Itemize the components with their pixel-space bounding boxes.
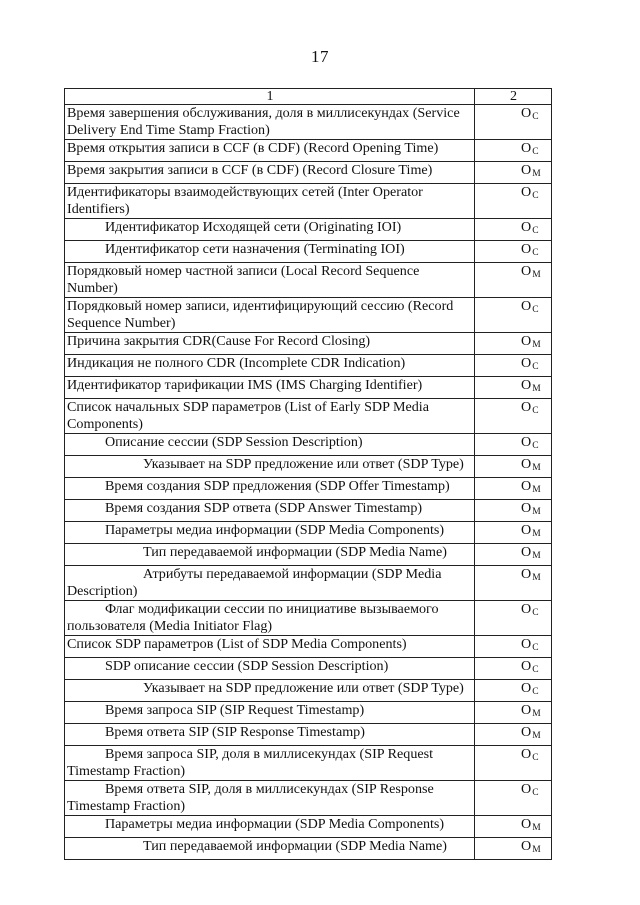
- presence-code-cell: [475, 500, 552, 522]
- presence-code-cell: [475, 162, 552, 184]
- table-row: [65, 105, 552, 140]
- presence-code-cell: [475, 544, 552, 566]
- presence-code-cell: [475, 298, 552, 333]
- presence-code: O: [521, 636, 532, 652]
- table-body: [65, 89, 552, 860]
- presence-code: O: [521, 816, 532, 832]
- parameter-name: Тип передаваемой информации (SDP Media Name): [143, 544, 447, 560]
- parameter-name: Время ответа SIP (SIP Response Timestamp): [105, 724, 365, 740]
- column-header-1: 1: [65, 89, 475, 105]
- parameter-name-cell: [65, 838, 475, 860]
- table-row: [65, 399, 552, 434]
- parameter-name-cell: [65, 816, 475, 838]
- table-row: [65, 601, 552, 636]
- parameter-name: Время закрытия записи в CCF (в CDF) (Record Closure Time): [67, 162, 433, 178]
- parameter-name: Параметры медиа информации (SDP Media Components): [105, 816, 445, 832]
- parameter-name-cell: [65, 105, 475, 140]
- presence-code-qualifier: C: [532, 147, 539, 157]
- parameter-name-cell: [65, 781, 475, 816]
- parameter-name: Параметры медиа информации (SDP Media Components): [105, 522, 445, 538]
- parameter-name: Указывает на SDP предложение или ответ (SDP Type): [143, 680, 464, 696]
- presence-code-qualifier: C: [532, 112, 539, 122]
- parameter-name: Указывает на SDP предложение или ответ (SDP Type): [143, 456, 464, 472]
- column-header-2: 2: [475, 89, 552, 105]
- parameter-name: Время завершения обслуживания, доля в миллисекундах (Service Delivery End Time Stamp Fraction): [67, 105, 460, 138]
- table-row: [65, 355, 552, 377]
- parameter-name: Время создания SDP предложения (SDP Offer Timestamp): [105, 478, 450, 494]
- table-row: [65, 456, 552, 478]
- presence-code-qualifier: M: [532, 573, 541, 583]
- presence-code: O: [521, 724, 532, 740]
- parameter-table: [64, 88, 552, 860]
- presence-code-cell: [475, 566, 552, 601]
- presence-code-qualifier: C: [532, 643, 539, 653]
- table-row: [65, 636, 552, 658]
- table-row: [65, 658, 552, 680]
- presence-code-cell: [475, 263, 552, 298]
- table-row: [65, 140, 552, 162]
- presence-code-qualifier: C: [532, 441, 539, 451]
- parameter-name-cell: [65, 219, 475, 241]
- presence-code: O: [521, 566, 532, 582]
- presence-code: O: [521, 219, 532, 235]
- table-row: [65, 219, 552, 241]
- presence-code-cell: [475, 140, 552, 162]
- presence-code-qualifier: C: [532, 305, 539, 315]
- parameter-name-cell: [65, 184, 475, 219]
- table-row: [65, 434, 552, 456]
- parameter-name-cell: [65, 456, 475, 478]
- table-row: [65, 838, 552, 860]
- presence-code-qualifier: M: [532, 709, 541, 719]
- table-row: [65, 241, 552, 263]
- table-row: [65, 184, 552, 219]
- parameter-name: Порядковый номер записи, идентифицирующий сессию (Record Sequence Number): [67, 298, 454, 331]
- presence-code-qualifier: M: [532, 551, 541, 561]
- table-row: [65, 522, 552, 544]
- presence-code: O: [521, 658, 532, 674]
- parameter-name: Флаг модификации сессии по инициативе вызываемого пользователя (Media Initiator Flag): [67, 601, 439, 634]
- parameter-name: Атрибуты передаваемой информации (SDP Media Description): [67, 566, 442, 599]
- presence-code-cell: [475, 702, 552, 724]
- parameter-name-cell: [65, 724, 475, 746]
- presence-code: O: [521, 601, 532, 617]
- presence-code-qualifier: C: [532, 608, 539, 618]
- presence-code: O: [521, 478, 532, 494]
- presence-code-cell: [475, 478, 552, 500]
- parameter-name: Идентификатор сети назначения (Terminating IOI): [105, 241, 405, 257]
- presence-code: O: [521, 162, 532, 178]
- presence-code-qualifier: C: [532, 191, 539, 201]
- presence-code-qualifier: M: [532, 340, 541, 350]
- table-row: [65, 544, 552, 566]
- table-row: [65, 162, 552, 184]
- presence-code: O: [521, 500, 532, 516]
- parameter-name: SDP описание сессии (SDP Session Description): [105, 658, 389, 674]
- presence-code: O: [521, 838, 532, 854]
- parameter-name: Список SDP параметров (List of SDP Media Components): [67, 636, 407, 652]
- table-row: [65, 500, 552, 522]
- presence-code-cell: [475, 816, 552, 838]
- presence-code-cell: [475, 658, 552, 680]
- parameter-name: Время запроса SIP (SIP Request Timestamp): [105, 702, 365, 718]
- parameter-name: Тип передаваемой информации (SDP Media Name): [143, 838, 447, 854]
- presence-code: O: [521, 746, 532, 762]
- parameter-name: Время запроса SIP, доля в миллисекундах (SIP Request Timestamp Fraction): [67, 746, 434, 779]
- parameter-name-cell: [65, 399, 475, 434]
- parameter-name-cell: [65, 162, 475, 184]
- parameter-name-cell: [65, 658, 475, 680]
- table-row: [65, 298, 552, 333]
- parameter-name-cell: [65, 333, 475, 355]
- presence-code-qualifier: C: [532, 362, 539, 372]
- presence-code: O: [521, 298, 532, 314]
- presence-code-qualifier: M: [532, 485, 541, 495]
- parameter-name-cell: [65, 355, 475, 377]
- table-header-row: [65, 89, 552, 105]
- parameter-name: Идентификатор тарификации IMS (IMS Charging Identifier): [67, 377, 423, 393]
- presence-code: O: [521, 434, 532, 450]
- parameter-name: Время создания SDP ответа (SDP Answer Timestamp): [105, 500, 423, 516]
- presence-code-qualifier: C: [532, 226, 539, 236]
- table-row: [65, 816, 552, 838]
- page-number: 17: [311, 47, 329, 66]
- parameter-name-cell: [65, 263, 475, 298]
- parameter-name-cell: [65, 680, 475, 702]
- presence-code-cell: [475, 219, 552, 241]
- presence-code: O: [521, 781, 532, 797]
- presence-code-cell: [475, 355, 552, 377]
- parameter-name-cell: [65, 544, 475, 566]
- presence-code-cell: [475, 241, 552, 263]
- parameter-name-cell: [65, 601, 475, 636]
- presence-code-cell: [475, 601, 552, 636]
- parameter-name: Описание сессии (SDP Session Description): [105, 434, 363, 450]
- parameter-name: Индикация не полного CDR (Incomplete CDR Indication): [67, 355, 406, 371]
- presence-code-cell: [475, 456, 552, 478]
- presence-code-qualifier: C: [532, 687, 539, 697]
- presence-code: O: [521, 522, 532, 538]
- presence-code-cell: [475, 377, 552, 399]
- table-row: [65, 724, 552, 746]
- presence-code-cell: [475, 724, 552, 746]
- parameter-name-cell: [65, 702, 475, 724]
- table-row: [65, 478, 552, 500]
- presence-code-qualifier: M: [532, 529, 541, 539]
- presence-code: O: [521, 333, 532, 349]
- presence-code-qualifier: C: [532, 753, 539, 763]
- presence-code-cell: [475, 399, 552, 434]
- parameter-name: Идентификатор Исходящей сети (Originating IOI): [105, 219, 402, 235]
- presence-code: O: [521, 702, 532, 718]
- presence-code: O: [521, 140, 532, 156]
- parameter-name: Список начальных SDP параметров (List of Early SDP Media Components): [67, 399, 429, 432]
- table-row: [65, 263, 552, 298]
- presence-code: O: [521, 184, 532, 200]
- parameter-name-cell: [65, 566, 475, 601]
- presence-code-cell: [475, 680, 552, 702]
- presence-code-qualifier: M: [532, 823, 541, 833]
- presence-code-cell: [475, 636, 552, 658]
- parameter-name: Причина закрытия CDR(Cause For Record Closing): [67, 333, 371, 349]
- presence-code-qualifier: M: [532, 507, 541, 517]
- parameter-name-cell: [65, 434, 475, 456]
- parameter-name-cell: [65, 522, 475, 544]
- parameter-name-cell: [65, 298, 475, 333]
- parameter-name-cell: [65, 746, 475, 781]
- presence-code-qualifier: C: [532, 248, 539, 258]
- parameter-name-cell: [65, 500, 475, 522]
- table-row: [65, 680, 552, 702]
- parameter-name-cell: [65, 377, 475, 399]
- presence-code-qualifier: M: [532, 463, 541, 473]
- presence-code-qualifier: C: [532, 406, 539, 416]
- table-row: [65, 702, 552, 724]
- parameter-name: Время ответа SIP, доля в миллисекундах (SIP Response Timestamp Fraction): [67, 781, 434, 814]
- parameter-name-cell: [65, 478, 475, 500]
- parameter-name-cell: [65, 636, 475, 658]
- table-row: [65, 377, 552, 399]
- presence-code-cell: [475, 838, 552, 860]
- presence-code-cell: [475, 781, 552, 816]
- table-row: [65, 333, 552, 355]
- presence-code: O: [521, 355, 532, 371]
- presence-code: O: [521, 544, 532, 560]
- parameter-name: Идентификаторы взаимодействующих сетей (Inter Operator Identifiers): [67, 184, 423, 217]
- table-row: [65, 746, 552, 781]
- presence-code-qualifier: C: [532, 788, 539, 798]
- parameter-name-cell: [65, 241, 475, 263]
- presence-code-cell: [475, 746, 552, 781]
- parameter-name: Время открытия записи в CCF (в CDF) (Record Opening Time): [67, 140, 439, 156]
- table-row: [65, 781, 552, 816]
- presence-code: O: [521, 399, 532, 415]
- presence-code-cell: [475, 105, 552, 140]
- presence-code-cell: [475, 184, 552, 219]
- presence-code-cell: [475, 434, 552, 456]
- parameter-name-cell: [65, 140, 475, 162]
- parameter-name: Порядковый номер частной записи (Local Record Sequence Number): [67, 263, 420, 296]
- presence-code: O: [521, 263, 532, 279]
- presence-code-cell: [475, 522, 552, 544]
- presence-code-qualifier: C: [532, 665, 539, 675]
- presence-code: O: [521, 377, 532, 393]
- presence-code-qualifier: M: [532, 169, 541, 179]
- presence-code-qualifier: M: [532, 845, 541, 855]
- presence-code-qualifier: M: [532, 384, 541, 394]
- presence-code: O: [521, 680, 532, 696]
- presence-code: O: [521, 456, 532, 472]
- presence-code-qualifier: M: [532, 731, 541, 741]
- presence-code: O: [521, 105, 532, 121]
- presence-code-cell: [475, 333, 552, 355]
- presence-code-qualifier: M: [532, 270, 541, 280]
- table-row: [65, 566, 552, 601]
- presence-code: O: [521, 241, 532, 257]
